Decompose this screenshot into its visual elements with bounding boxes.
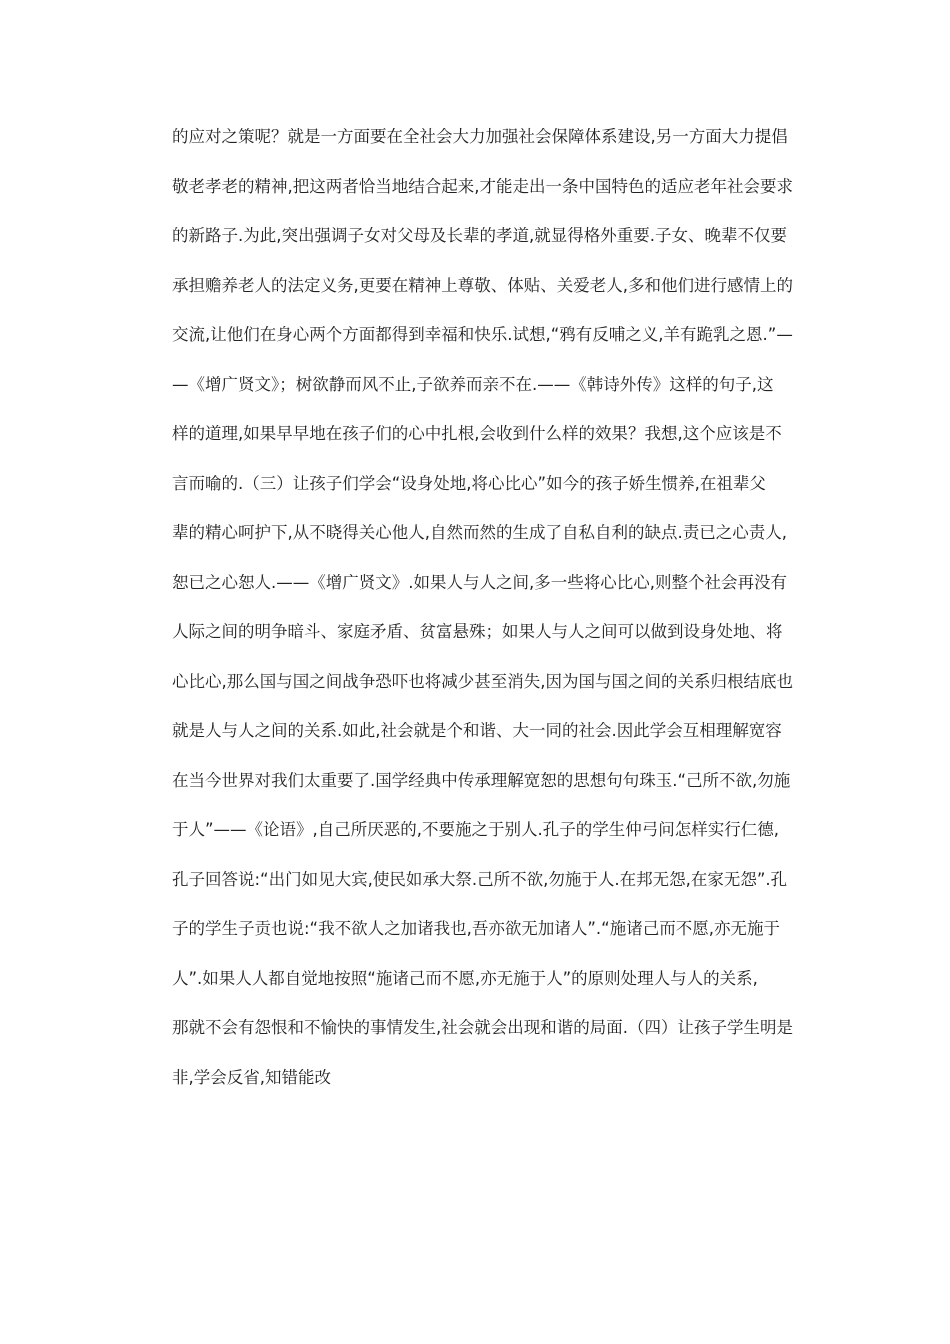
text-line: 承担赡养老人的法定义务,更要在精神上尊敬、体贴、关爱老人,多和他们进行感情上的 bbox=[172, 275, 793, 295]
text-line: 子的学生子贡也说:“我不欲人之加诸我也,吾亦欲无加诸人”.“施诸己而不愿,亦无施于 bbox=[172, 919, 780, 938]
text-line: 交流,让他们在身心两个方面都得到幸福和快乐.试想,“鸦有反哺之义,羊有跪乳之恩.”— bbox=[172, 325, 793, 344]
text-line: 那就不会有怨恨和不愉快的事情发生,社会就会出现和谐的局面.（四）让孩子学生明是 bbox=[172, 1018, 793, 1037]
text-line: 人”.如果人人都自觉地按照“施诸己而不愿,亦无施于人”的原则处理人与人的关系, bbox=[172, 968, 758, 988]
text-line: 言而喻的.（三）让孩子们学会“设身处地,将心比心”如今的孩子娇生惯养,在祖辈父 bbox=[172, 473, 766, 493]
text-line: 人际之间的明争暗斗、家庭矛盾、贫富悬殊；如果人与人之间可以做到设身处地、将 bbox=[172, 622, 783, 641]
text-line: 样的道理,如果早早地在孩子们的心中扎根,会收到什么样的效果？我想,这个应该是不 bbox=[172, 424, 782, 443]
text-line: 敬老孝老的精神,把这两者恰当地结合起来,才能走出一条中国特色的适应老年社会要求 bbox=[172, 176, 793, 196]
text-line: 心比心,那么国与国之间战争恐吓也将减少甚至消失,因为国与国之间的关系归根结底也 bbox=[172, 671, 793, 691]
text-line: 在当今世界对我们太重要了.国学经典中传承理解宽恕的思想句句珠玉.“己所不欲,勿施 bbox=[172, 770, 791, 790]
text-line: 就是人与人之间的关系.如此,社会就是个和谐、大一同的社会.因此学会互相理解宽容 bbox=[172, 721, 782, 740]
text-line: 的新路子.为此,突出强调子女对父母及长辈的孝道,就显得格外重要.子女、晚辈不仅要 bbox=[172, 226, 787, 245]
body-text bbox=[172, 122, 812, 1112]
text-line: 非,学会反省,知错能改 bbox=[172, 1067, 331, 1087]
text-line: 恕已之心恕人.——《增广贤文》.如果人与人之间,多一些将心比心,则整个社会再没有 bbox=[172, 572, 787, 592]
text-line: 孔子回答说:“出门如见大宾,使民如承大祭.己所不欲,勿施于人.在邦无怨,在家无怨”.孔 bbox=[172, 869, 788, 889]
text-line: —《增广贤文》；树欲静而风不止,子欲养而亲不在.——《韩诗外传》这样的句子,这 bbox=[172, 374, 774, 394]
text-line: 的应对之策呢？就是一方面要在全社会大力加强社会保障体系建设,另一方面大力提倡 bbox=[172, 127, 788, 146]
text-line: 辈的精心呵护下,从不晓得关心他人,自然而然的生成了自私自利的缺点.责已之心责人, bbox=[172, 523, 787, 542]
text-line: 于人”——《论语》,自己所厌恶的,不要施之于别人.孔子的学生仲弓问怎样实行仁德, bbox=[172, 820, 780, 839]
